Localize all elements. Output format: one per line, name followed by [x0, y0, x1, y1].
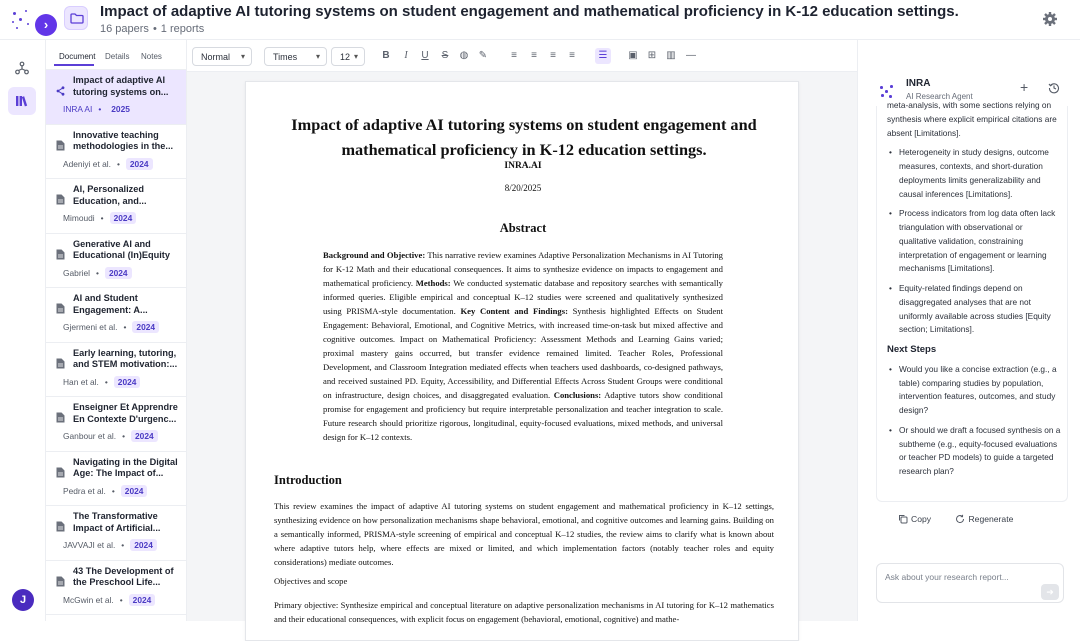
project-title: Impact of adaptive AI tutoring systems on student engagement and mathematical proficiency in K-12 education settings.	[100, 3, 959, 20]
message-fragment: meta-analysis, with some sections relying on synthesis where explicit empirical citations are absent [Limitations].	[887, 100, 1057, 138]
paper-author: Mimoudi	[63, 213, 95, 223]
next-steps-list	[887, 363, 1061, 479]
align-right-icon[interactable]: ≡	[550, 50, 556, 61]
list-item: • Heterogeneity in study designs, outcome measures, contexts, and short-duration deployments limits generalizability and causal inferences [Limitations].	[887, 146, 1061, 201]
table-icon[interactable]: ⊞	[647, 50, 657, 61]
paper-title: AI and Student Engagement: A...	[73, 293, 148, 315]
document-icon	[56, 574, 65, 585]
paper-meta	[63, 540, 157, 550]
bullet-list-icon[interactable]: ☰	[595, 48, 611, 64]
paper-meta	[63, 595, 155, 605]
abstract-methods-label: Methods:	[415, 278, 451, 288]
refresh-icon	[955, 514, 965, 524]
share-icon	[56, 83, 65, 94]
paper-meta	[63, 104, 134, 114]
tab-document[interactable]: Document	[59, 52, 96, 61]
objectives-heading: Objectives and scope	[274, 576, 348, 586]
reports-count: 1 reports	[160, 23, 205, 35]
introduction-body: This review examines the impact of adaptive AI tutoring systems on student engagement and mathematical proficiency in K–12 settings, synthesizing evidence on how personalization mechanisms shape behavioral, emotional, and cognitive outcomes and learning gains. Building on a semantically informed, PRISMA-style screening of empirical and conceptual K–12 studies, the review aims to clarify what is known about where adaptive tutors help, where effects are mixed or limited, and which implementation factors (notably teacher roles and equity considerations) mediate outcomes.	[274, 501, 774, 567]
abstract-findings-label: Key Content and Findings:	[460, 306, 568, 316]
paper-year-badge: 2025	[107, 103, 134, 115]
paper-author: Adeniyi et al.	[63, 158, 111, 169]
paper-meta	[63, 486, 147, 496]
copy-label: Copy	[911, 514, 932, 524]
abstract-findings-text: Synthesis highlighted Effects on Student Engagement: Behavioral, Emotional, and Cognitive Metrics, with increased time-on-task but mixed affective and cognitive outcomes. Impact on Mathematical Proficiency: Assessment Methods and Learning Gains varied; proximal mastery gains occurred, but transfer evidence remained limited. Teacher Roles, Professional Development, and Classroom Integration mediated effects when teachers used dashboards, co-designed pathways, and received sustained PD. Equity, Accessibility, and Differential Effects Across Student Groups were conditional on infrastructure, design choices, and disaggregated evaluation.	[323, 306, 723, 400]
abstract-bg-label: Background and Objective:	[323, 250, 426, 260]
folder-icon	[64, 6, 88, 30]
paper-year-badge: 2024	[114, 376, 141, 388]
horizontal-rule-icon[interactable]: —	[686, 50, 696, 61]
document-icon	[56, 519, 65, 530]
paper-year-badge: 2024	[132, 321, 159, 333]
regenerate-label: Regenerate	[968, 514, 1014, 524]
paper-title: Early learning, tutoring, and STEM motivation:...	[73, 347, 178, 369]
active-tab-indicator	[54, 64, 94, 66]
chat-input[interactable]	[885, 571, 1035, 599]
paper-year-badge: 2024	[110, 212, 137, 224]
agent-name: INRA	[906, 78, 931, 89]
paper-year-badge: 2024	[131, 430, 158, 442]
message-actions	[898, 514, 1035, 524]
bold-icon[interactable]: B	[382, 50, 390, 61]
send-button[interactable]	[1041, 584, 1059, 600]
chevron-down-icon: ▾	[240, 52, 245, 61]
document-icon	[56, 410, 65, 421]
list-item: • Process indicators from log data often lack triangulation with observational or qualitative validation, constraining interpretation of engagement or learning mechanisms [Limitations].	[887, 207, 1061, 276]
paper-meta	[63, 431, 158, 441]
list-item: • Equity-related findings depend on disaggregated analyses that are not uniformly available across studies [Equity section; Limitations].	[887, 282, 1061, 337]
document-page[interactable]	[245, 81, 799, 641]
project-stats	[100, 23, 204, 35]
papers-count: 16 papers	[100, 23, 149, 35]
separator-dot: •	[96, 267, 99, 278]
paper-author: Gjermeni et al.	[63, 322, 118, 332]
paper-title: 43 The Development of the Preschool Life...	[73, 565, 174, 587]
font-family-value: Times	[273, 52, 298, 62]
separator-dot: •	[98, 104, 102, 114]
regenerate-button[interactable]	[955, 514, 1013, 524]
network-icon	[14, 60, 30, 76]
paper-author: JAVVAJI et al.	[63, 540, 116, 550]
font-size-select[interactable]	[331, 47, 365, 66]
separator-dot: •	[119, 594, 123, 605]
separator-dot: •	[116, 158, 120, 169]
copy-button[interactable]	[898, 514, 933, 524]
separator-dot: •	[100, 213, 104, 223]
library-icon	[14, 93, 30, 109]
document-icon	[56, 301, 65, 312]
chat-input-box	[876, 563, 1064, 603]
paper-list-item[interactable]	[46, 288, 186, 343]
paper-list-item[interactable]	[46, 452, 186, 507]
agent-logo	[879, 84, 893, 98]
paper-author: McGwin et al.	[63, 594, 114, 605]
paper-meta	[63, 322, 159, 332]
editor-area	[187, 40, 857, 624]
align-justify-icon[interactable]: ≡	[569, 50, 575, 61]
chart-icon[interactable]: ▥	[666, 50, 676, 61]
paper-title: Impact of adaptive AI tutoring systems on...	[73, 75, 169, 97]
image-icon[interactable]: ▣	[628, 50, 638, 61]
paper-meta	[63, 159, 153, 169]
paper-title: Enseigner Et Apprendre En Contexte D'urgenc...	[73, 402, 178, 424]
paper-title: Generative AI and Educational (In)Equity	[73, 238, 170, 260]
paper-author: Han et al.	[63, 376, 99, 387]
next-steps-heading: Next Steps	[887, 344, 937, 355]
left-rail	[0, 40, 46, 621]
paper-list-item[interactable]	[46, 561, 186, 616]
sidebar-tabs	[46, 40, 186, 70]
paper-list-item[interactable]	[46, 506, 186, 561]
document-icon	[56, 465, 65, 476]
gear-icon[interactable]	[1042, 11, 1058, 27]
papers-sidebar	[46, 40, 187, 621]
tab-details[interactable]: Details	[105, 52, 130, 61]
paper-title: Navigating in the Digital Age: The Impact of...	[73, 456, 178, 478]
introduction-heading: Introduction	[274, 473, 342, 487]
underline-icon[interactable]: U	[421, 50, 429, 61]
separator-dot: •	[123, 322, 127, 332]
document-icon	[56, 247, 65, 258]
document-title: Impact of adaptive AI tutoring systems on student engagement and mathematical proficiency in K-12 education settings.	[291, 115, 757, 159]
paper-author: Pedra et al.	[63, 485, 106, 496]
align-center-icon[interactable]: ≡	[531, 50, 537, 61]
paper-author: Ganbour et al.	[63, 431, 117, 441]
document-icon	[56, 356, 65, 367]
abstract-conclusions-text: Adaptive tutors show conditional promise for engagement and proficiency but require interpretable personalization and teacher integration to scale. Future research should prioritize rigorous, longitudinal, equity-focused evaluations, mixed methods, and universal design for K–12 contexts.	[323, 390, 723, 442]
arrow-up-icon: ➜	[1046, 587, 1054, 597]
user-avatar[interactable]: J	[12, 589, 34, 611]
paper-list-item[interactable]	[46, 125, 186, 180]
paper-list-item[interactable]	[46, 343, 186, 398]
rail-item-library[interactable]	[8, 87, 36, 115]
abstract-heading: Abstract	[499, 221, 547, 235]
limitations-list	[887, 146, 1061, 337]
paper-year-badge: 2024	[130, 539, 157, 551]
paper-meta	[63, 268, 132, 278]
paragraph-style-value: Normal	[201, 52, 231, 62]
abstract-methods-text: We conducted systematic database and repository searches with semantically informed queries. Eligible empirical and conceptual K–12 studies were screened and qualitatively synthesized using PRISMA-style documentation.	[323, 278, 723, 316]
align-left-icon[interactable]: ≡	[511, 50, 517, 61]
paper-author: Gabriel	[63, 267, 90, 278]
paper-year-badge: 2024	[129, 594, 156, 606]
separator-dot: •	[152, 23, 157, 35]
agent-panel	[857, 40, 1080, 621]
separator-dot: •	[104, 376, 108, 387]
abstract-bg-text: This narrative review examines Adaptive Personalization Mechanisms in AI Tutoring for K-12 Math and their educational consequences. It aims to synthesize evidence on impacts to engagement and mathematical proficiency.	[323, 250, 723, 288]
list-item: • Would you like a concise extraction (e.g., a table) comparing studies by population, intervention features, outcomes, and study design?	[887, 363, 1061, 418]
paper-list	[46, 70, 186, 615]
chevron-down-icon: ▾	[353, 52, 358, 61]
list-item: • Or should we draft a focused synthesis on a subtheme (e.g., equity-focused evaluations or teacher PD models) to guide a targeted research plan?	[887, 424, 1061, 479]
objectives-body: Primary objective: Synthesize empirical and conceptual literature on adaptive personalization mechanisms in AI tutoring for K–12 mathematics and their educational consequences, with explicit focus on engagement (behavioral, emotional, cognitive) and mathe-	[274, 600, 774, 624]
copy-icon	[898, 514, 908, 524]
chevron-down-icon: ▾	[315, 52, 320, 61]
paper-list-item[interactable]	[46, 397, 186, 452]
paper-title: AI, Personalized Education, and...	[73, 184, 147, 206]
rail-item-graph[interactable]	[8, 54, 36, 82]
expand-sidebar-button[interactable]: ›	[35, 14, 57, 36]
highlighter-icon[interactable]: ✎	[478, 50, 488, 61]
strikethrough-icon[interactable]: S	[441, 50, 449, 61]
font-family-select[interactable]	[264, 47, 327, 66]
paper-author: INRA AI	[63, 104, 93, 114]
paper-list-item[interactable]	[46, 70, 186, 125]
app-logo	[10, 8, 36, 32]
tab-notes[interactable]: Notes	[141, 52, 162, 61]
agent-message-content	[887, 99, 1061, 485]
document-date: 8/20/2025	[504, 183, 542, 193]
paper-meta	[63, 213, 136, 223]
document-org: INRA.AI	[504, 161, 542, 171]
paper-meta	[63, 377, 140, 387]
history-icon[interactable]	[1048, 82, 1060, 94]
top-header	[0, 0, 1080, 40]
separator-dot: •	[111, 485, 115, 496]
agent-role: AI Research Agent	[906, 92, 973, 101]
paper-year-badge: 2024	[126, 158, 153, 170]
font-size-value: 12	[340, 52, 351, 62]
new-chat-plus-icon[interactable]: +	[1020, 79, 1029, 95]
paper-title: Innovative teaching methodologies in the...	[73, 129, 174, 151]
paper-title: The Transformative Impact of Artificial...	[73, 511, 161, 533]
agent-message	[876, 100, 1068, 502]
paper-year-badge: 2024	[105, 267, 132, 279]
paper-list-item[interactable]	[46, 234, 186, 289]
paragraph-style-select[interactable]	[192, 47, 252, 66]
separator-dot: •	[122, 431, 126, 441]
document-icon	[56, 192, 65, 203]
document-icon	[56, 138, 65, 149]
separator-dot: •	[121, 540, 125, 550]
abstract-body	[323, 248, 723, 444]
paper-year-badge: 2024	[121, 485, 148, 497]
palette-icon[interactable]: ◍	[459, 50, 469, 61]
abstract-conclusions-label: Conclusions:	[553, 390, 602, 400]
italic-icon[interactable]: I	[404, 50, 408, 61]
paper-list-item[interactable]	[46, 179, 186, 234]
